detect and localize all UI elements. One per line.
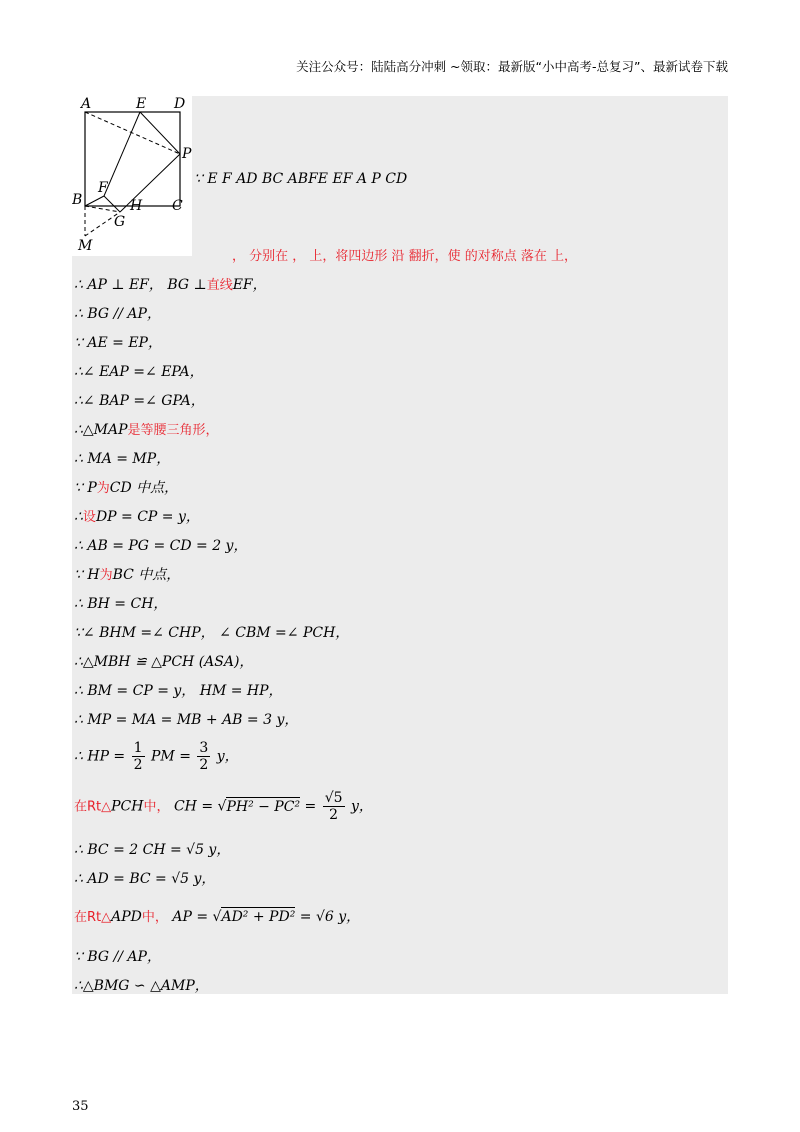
segment-ap: [85, 112, 180, 154]
label-f: F: [98, 180, 108, 196]
segment-pg: [120, 154, 180, 212]
square-fold-diagram: [72, 96, 192, 256]
step-ad: ∴ AD = BC = √5 y，: [74, 871, 216, 887]
step-5: ∴∠ BAP =∠ GPA，: [74, 393, 205, 409]
segment-ef: [104, 112, 140, 196]
page-number: 35: [72, 1099, 89, 1114]
intro-line-2: ， 分别在 ， 上，将四边形 沿 翻折，使 的对称点 落在 上，: [232, 249, 578, 264]
step-10: ∴ AB = PG = CD = 2 y，: [74, 538, 248, 554]
step-14: ∴△MBH ≌ △PCH (ASA)，: [74, 654, 254, 670]
label-h: H: [130, 198, 143, 214]
step-3: ∵ AE = EP，: [74, 335, 162, 351]
step-11: ∵ H为BC 中点，: [74, 567, 181, 583]
step-15: ∴ BM = CP = y， HM = HP，: [74, 683, 283, 699]
label-d: D: [174, 96, 186, 112]
fraction-one-half: $\frac{1}{2}$: [133, 740, 143, 773]
label-c: C: [172, 198, 183, 214]
label-p: P: [182, 146, 192, 162]
segment-bf: [85, 196, 104, 206]
label-m: M: [78, 238, 93, 254]
step-7: ∴ MA = MP，: [74, 451, 171, 467]
step-2: ∴ BG // AP，: [74, 306, 161, 322]
step-1: ∴ AP ⊥ EF， BG ⊥直线EF，: [74, 277, 267, 293]
label-g: G: [114, 214, 126, 230]
step-ch: 在Rt△PCH中， CH = √PH² − PC² = $\frac{√5}{2}$ y，: [74, 790, 373, 823]
step-13: ∵∠ BHM =∠ CHP， ∠ CBM =∠ PCH，: [74, 625, 350, 641]
label-e: E: [136, 96, 147, 112]
segment-ep: [140, 112, 180, 154]
fraction-root5-over-2: $\frac{√5}{2}$: [324, 790, 343, 823]
step-4: ∴∠ EAP =∠ EPA，: [74, 364, 204, 380]
step-ap: 在Rt△APD中， AP = √AD² + PD² = √6 y，: [74, 909, 361, 925]
geometry-figure: [72, 96, 192, 256]
step-similar: ∴△BMG ∽ △AMP，: [74, 978, 209, 994]
step-hp: ∴ HP = $\frac{1}{2}$ PM = $\frac{3}{2}$ y，: [74, 740, 239, 773]
step-6: ∴△MAP是等腰三角形，: [74, 422, 219, 438]
step-12: ∴ BH = CH，: [74, 596, 168, 612]
page-header: 关注公众号：陆陆高分冲刺 ~领取：最新版“小中高考-总复习”、最新试卷下载: [296, 59, 728, 74]
fraction-three-halves: $\frac{3}{2}$: [199, 740, 209, 773]
intro-line-1: ∵ E F AD BC ABFE EF A P CD: [194, 171, 408, 187]
step-bg-parallel: ∵ BG // AP，: [74, 949, 161, 965]
step-bc: ∴ BC = 2 CH = √5 y，: [74, 842, 231, 858]
label-b: B: [72, 192, 83, 208]
label-a: A: [81, 96, 92, 112]
step-9: ∴设DP = CP = y，: [74, 509, 200, 525]
step-16: ∴ MP = MA = MB + AB = 3 y，: [74, 712, 299, 728]
step-8: ∵ P为CD 中点，: [74, 480, 179, 496]
